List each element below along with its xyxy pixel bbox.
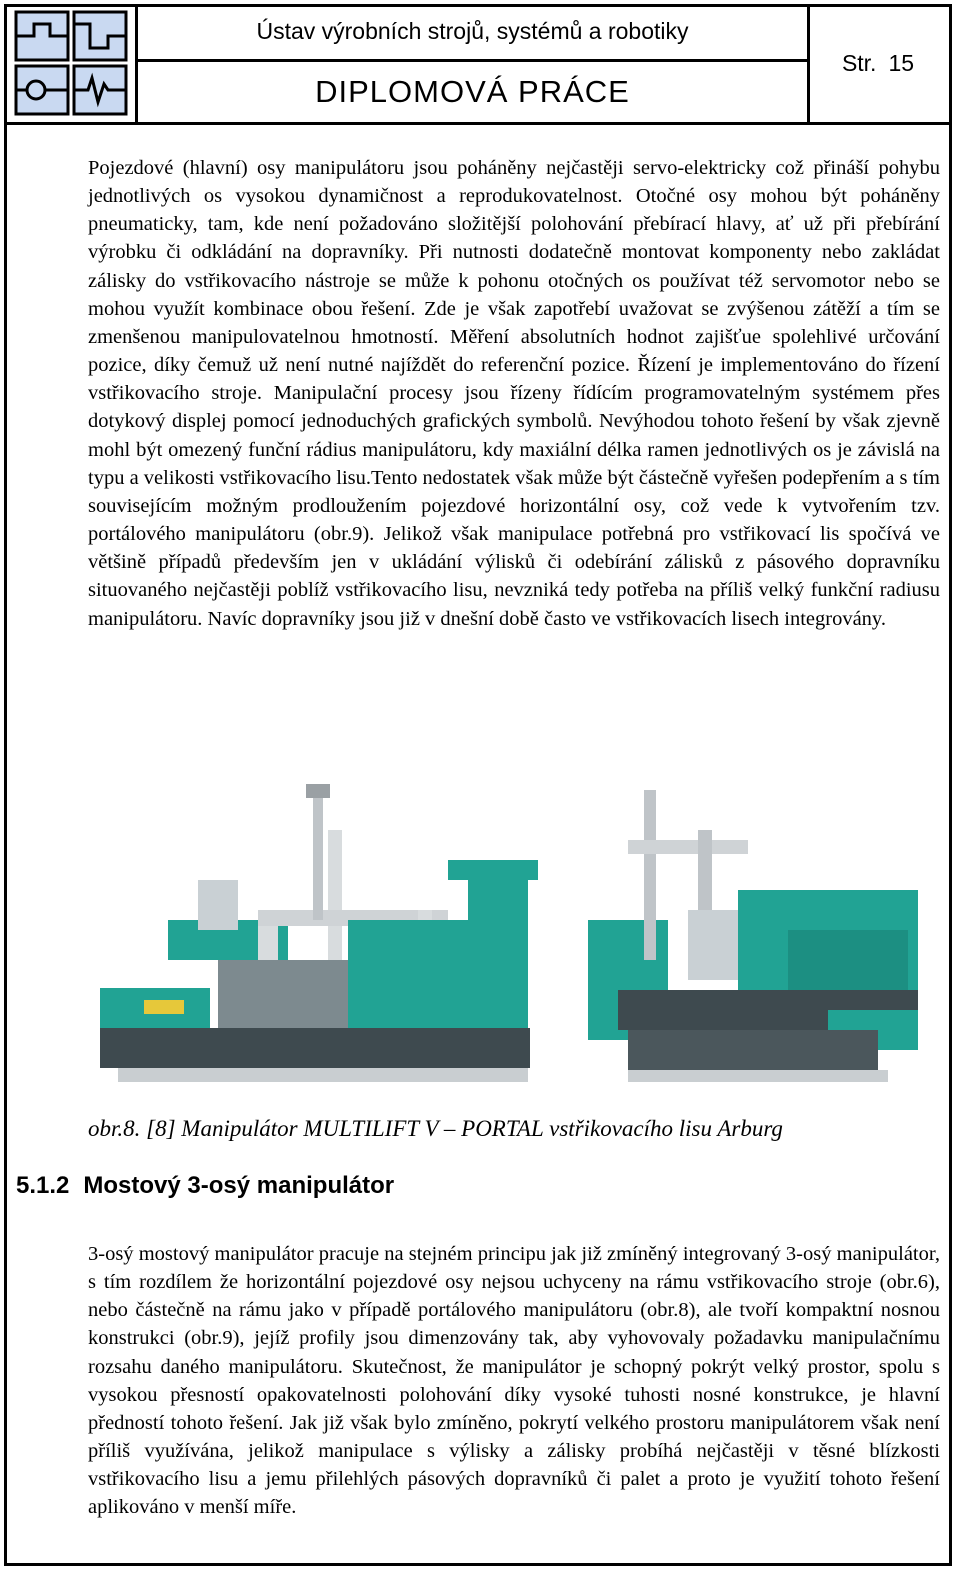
figure-machines xyxy=(88,770,940,1110)
figure-caption: obr.8. [8] Manipulátor MULTILIFT V – PORTAL vstřikovacího lisu Arburg xyxy=(88,1116,783,1141)
institute-logo xyxy=(4,4,138,122)
injection-machines-illustration xyxy=(88,770,940,1110)
document-type: DIPLOMOVÁ PRÁCE xyxy=(315,74,630,109)
body-paragraph-2: 3-osý mostový manipulátor pracuje na stejném principu jak již zmíněný integrovaný 3-osý manipulátor, s tím rozdílem že horizontální pojezdové osy nejsou uchyceny na rámu vstřikovacího stroje (obr.6), nebo částečně na rámu jako v případě portálového manipulátoru (obr.8), ale tvoří kompaktní nosnou konstrukci (obr.9), jejíž profily jsou dimenzovány tak, aby vyhovovaly požadavku manipulačnímu rozsahu daného manipulátoru. Skutečnost, že manipulátor je schopný pokrýt velký prostor, spolu s vysokou přesností opakovatelnosti polohování díky vysoké tuhosti nosné konstrukce, je hlavní předností tohoto řešení. Jak již však bylo zmíněno, pokrytí velkého prostoru manipulátorem však není příliš využívána, jelikož manipulace s výlisky a zálisky probíhá nejčastěji v těsné blízkosti vstřikovacího lisu a jemu přilehlých pásových dopravníků či palet a proto je využití tohoto řešení aplikováno v menší míře. xyxy=(88,1243,940,1519)
section-heading xyxy=(16,1172,394,1200)
header-title-cell xyxy=(138,4,810,122)
section-number: 5.1.2 xyxy=(16,1172,70,1199)
right-machine xyxy=(588,790,918,1082)
page-header xyxy=(4,4,952,125)
logo-icon xyxy=(4,4,135,122)
section-title: Mostový 3-osý manipulátor xyxy=(83,1172,395,1199)
body-paragraph: Pojezdové (hlavní) osy manipulátoru jsou poháněny nejčastěji servo-elektricky což přináší pohybu jednotlivých os vysokou dynamičnost a reprodukovatelnost. Otočné osy mohou být poháněny pneumaticky, tam, kde není požadováno složitější polohování přebírací hlavy, ať už při přebírání výrobku či odkládání na dopravníky. Při nutnosti dodatečně montovat komponenty nebo zakládat zálisky do vstřikovacího nástroje se může k pohonu otočných os používat též servomotor nebo se mohou využít kombinace obou řešení. Zde je však zapotřebí uvažovat se zvýšenou zátěží a tím se zmenšenou manipulovatelnou hmotností. Měření absolutních hodnot zajišťue spolehlivé určování pozice, díky čemuž už není nutné najíždět do referenční pozice. Řízení je implementováno do řízení vstřikovacího stroje. Manipulační procesy jsou řízeny řídícím programovatelným systémem přes dotykový displej pomocí jednoduchých grafických symbolů. Nevýhodou tohoto řešení by však zjevně mohl být omezený funční rádius manipulátoru, kdy maxiální délka ramen jednotlivých os je závislá na typu a velikosti vstřikovacího lisu.Tento nedostatek však může být částečně vyřešen podepřením a s tím souvisejícím možným prodloužením pojezdové horizontální osy, což vede k vytvořením tzv. portálového manipulátoru (obr.9). Jelikož však manipulace potřebná pro vstřikovací lis spočívá ve většině případů především jen v ukládání výlisků či odebírání zálisků z pásového dopravníku situovaného nejčastěji poblíž vstřikovacího lisu, nevzniká tedy potřeba na příliš velký funkční radiusu manipulátoru. Navíc dopravníky jsou již v dnešní době často ve vstřikovacích lisech integrovány. xyxy=(88,157,940,630)
page-number: 15 xyxy=(888,49,915,76)
page-label: Str. xyxy=(841,49,877,76)
page-number-cell xyxy=(810,4,946,122)
left-machine xyxy=(100,784,538,1082)
institute-name: Ústav výrobních strojů, systémů a robotiky xyxy=(138,4,807,62)
